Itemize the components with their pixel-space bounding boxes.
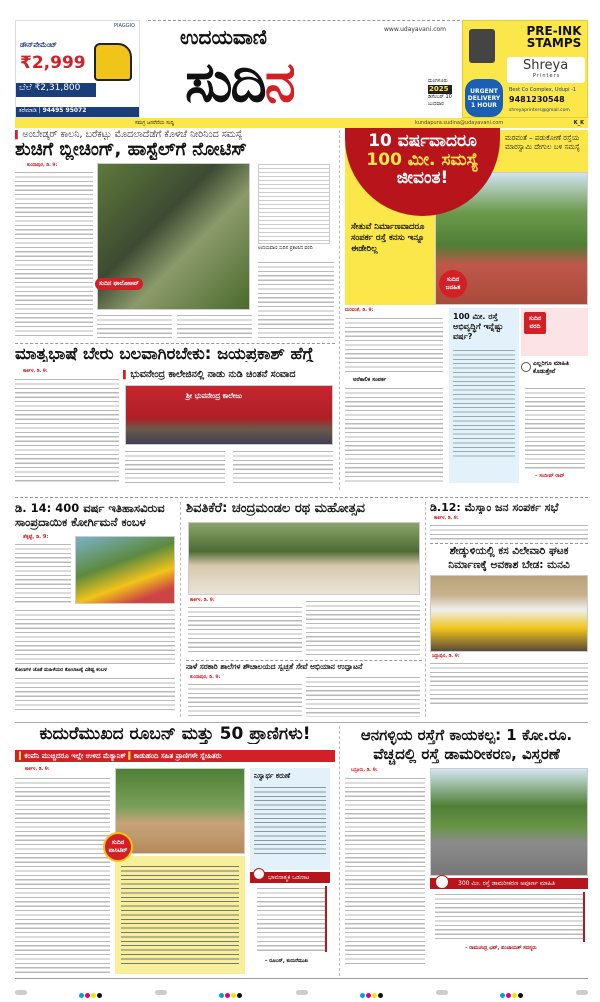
ad-phone-label: ಕರೆಮಾಡಿ [19, 107, 37, 114]
story1-badge: ಸುದಿನ ಫಾಲೋಅಪ್ [95, 278, 143, 290]
ad-email: shreyaprinters@gmail.com [509, 108, 570, 113]
story-right-yellow-top: ಮರವಂತೆ – ಪಡುಕೋಣೆ ರಸ್ತೆಯ ಮಾರಸ್ವಾಮಿ ದೇಗುಲ ಬಳಿ ಸಮಸ್ಯೆ [505, 134, 580, 152]
blue-box-title: 100 ಮೀ. ರಸ್ತೆ ಅಭಿವೃದ್ಧಿಗೆ ಇನ್ನೆಷ್ಟು ವರ್ಷ? [453, 312, 504, 341]
quote-icon [521, 362, 531, 372]
story1-body-col4 [258, 260, 334, 338]
story3-body-col2 [15, 608, 175, 664]
brand-small: ಉದಯವಾಣಿ [180, 25, 267, 49]
story-right-badge: ಸುದಿನ ಜನಹಿತ [439, 270, 467, 298]
story-right-yellow-left: ಸೇತುವೆ ನಿರ್ಮಾಣವಾದರೂ ಸಂಪರ್ಕ ರಸ್ತೆ ಕನಸು ಇನ್ನೂ ಈಡೇರಿಲ್ಲ [351, 222, 425, 255]
story2-headline: ಮಾತೃಭಾಷೆ ಬೇರು ಬಲವಾಗಿರಬೇಕು: ಜಯಪ್ರಕಾಶ್ ಹೆಗ್ಡೆ [15, 345, 315, 363]
story8-quote-body [257, 886, 327, 952]
stamp-image [469, 29, 495, 63]
story-right-quote-title: ಎಲ್ಲರಿಗೂ ಮಾಹಿತಿ ಕೊಡುತ್ತೇವೆ [533, 360, 569, 375]
ad-left-piaggio[interactable]: PIAGGIO ಡೌನ್‌ಪೇಮೆಂಟ್ ₹2,999 ಬೆಲೆ ₹2,31,800 ಕರೆಮಾಡಿ | 94495 95072 [15, 20, 140, 118]
ad-brand: PIAGGIO [114, 23, 135, 29]
story7-dateline: ಸಿದ್ದಾಪುರ, ಡಿ. 9: [432, 654, 460, 660]
story5-body-col2 [306, 675, 420, 717]
tagline: ಸಮಗ್ರ ಜನರೆದೆಯ ಸುದ್ದಿ [135, 120, 175, 126]
story1-body-col3 [177, 313, 252, 338]
story9-photo [430, 768, 588, 876]
brand-logo-red: ನ [264, 52, 294, 114]
brand-logo-black: ಸುದಿ [185, 52, 265, 114]
story4-dateline: ಕಾರ್ಕಳ, ಡಿ. 9: [190, 598, 215, 603]
story-right-blue-box [449, 308, 519, 483]
auto-rickshaw-image [94, 43, 132, 81]
story8-dateline: ಕಾರ್ಕಳ, ಡಿ. 9: [25, 767, 50, 772]
story4-headline: ಶಿವತಿಕೆರೆ: ಚಂದ್ರಮಂಡಲ ರಥ ಮಹೋತ್ಸವ [186, 502, 366, 516]
ad-price-label: ಬೆಲೆ [19, 83, 32, 93]
weekday: ಬುಧವಾರ [428, 100, 444, 107]
ad-downpayment: ₹2,999 [20, 53, 86, 73]
story1-clip-caption: ಉದಯವಾಣಿ ಸುದಿನ ಪ್ರಕಟಿಸಿದ ವರದಿ [258, 246, 313, 251]
story8-photo [115, 768, 245, 854]
story5-headline: ನಾಳೆ ಸರಕಾರಿ ಶಾಲೆಗಳ ಶೌಚಾಲಯದ ಸ್ವಚ್ಛತೆ ಸೇವೆ ಅಭಿಯಾನ ಉದ್ಘಾಟನೆ [186, 663, 363, 671]
story-right-pink-box [521, 308, 588, 356]
story-right-body2 [345, 386, 443, 482]
story8-kicker1: ಕಂಪೆನಿ ಮುಚ್ಚಿದರೂ ಇಲ್ಲೇ ಉಳಿದ ಮೆಕ್ಯಾನಿಕ್ [24, 752, 126, 760]
ad-title: PRE-INK STAMPS [526, 24, 582, 50]
edition-label: ಮಂಗಳೂರು [428, 78, 448, 84]
story4-body-col1 [188, 605, 302, 655]
story8-blue-box [250, 768, 330, 870]
story3-dateline: ತೆಕ್ಕಟ್ಟೆ, ಡಿ. 9: [23, 533, 49, 540]
story5-body-col1 [188, 682, 302, 717]
story5-dateline: ಕುಂದಾಪುರ, ಡಿ. 9: [190, 675, 221, 680]
masthead-strip [15, 118, 588, 128]
story5 [186, 663, 422, 718]
story8 [15, 726, 335, 976]
story6-body [430, 523, 588, 541]
story1-kicker: ▍ಅಂಬೇಡ್ಕರ್ ಕಾಲನಿ, ಬರೆಕಟ್ಟು ಮೊದಲಾದೆಡೆಗೆ ಕೊಳಚೆ ನೀರಿನಿಂದ ಸಮಸ್ಯೆ [15, 130, 243, 140]
story2-body-col2 [125, 449, 225, 483]
date-block [428, 78, 452, 108]
urgent-delivery-badge: URGENT DELIVERY 1 HOUR [465, 79, 503, 117]
story-right-circle-headline: 10 ವರ್ಷವಾದರೂ 100 ಮೀ. ಸಮಸ್ಯೆ ಜೀವಂತ! [345, 124, 500, 216]
date: ಡಿಸೆಂಬರ್ 10 [428, 94, 452, 101]
story4 [186, 502, 422, 658]
story4-photo [188, 522, 420, 595]
story2 [15, 345, 335, 485]
story2-subhead: ▍ಭುವನೇಂದ್ರ ಕಾಲೇಜಿನಲ್ಲಿ ನಾಡು ನುಡಿ ಚಿಂತನೆ ಸಂವಾದ [123, 370, 296, 380]
story-right-dateline: ಮರವಂತೆ, ಡಿ. 9: [345, 308, 374, 313]
story9-quote-author: – ರಾಮಚಂದ್ರ ಭಟ್, ಪಂಚಾಯತ್ ಸದಸ್ಯರು [465, 944, 537, 951]
story8-box-title: ನಿಸ್ವಾರ್ಥ ಕರುಣೆ [254, 772, 291, 780]
story7-headline: ಶೇಡ್ಕುಳಿಯಲ್ಲಿ ಕಸ ವಿಲೇವಾರಿ ಘಟಕ ನಿರ್ಮಾಣಕ್ಕೆ ಅವಕಾಶ ಬೇಡ: ಮನವಿ [448, 545, 570, 571]
story3-sub: ಕೋಣಗಳ ಜೊತೆ ಮಹಿಳೆಯರ ಕೋಲಾಟಕ್ಕೆ ವಿಶಿಷ್ಟ ಕಂಬಳ [15, 667, 175, 673]
story3-body-col3 [15, 676, 175, 710]
story1-body-col1 [15, 170, 93, 338]
website[interactable]: www.udayavani.com [384, 26, 447, 33]
edition-code: K_K [573, 120, 584, 126]
story3 [15, 502, 177, 717]
ad-brand-sub: Printers [533, 73, 561, 79]
story6 [430, 502, 588, 542]
college-banner: ಶ್ರೀ ಭುವನೇಂದ್ರ ಕಾಲೇಜು [186, 392, 243, 400]
story4-body-col2 [306, 599, 420, 655]
story9-body [345, 776, 425, 966]
story6-dateline: ಕಾರ್ಕಳ, ಡಿ. 9: [434, 516, 459, 521]
story1 [15, 130, 335, 340]
story1-body-col2 [97, 313, 172, 338]
story2-dateline: ಕಾರ್ಕಳ, ಡಿ. 9: [23, 369, 48, 374]
story9 [345, 726, 588, 976]
ad-phone: 9481230548 [509, 95, 565, 104]
story2-body-col1 [15, 377, 119, 483]
ad-brand-logo: Shreya [523, 58, 569, 73]
brand-logo [185, 52, 294, 114]
story8-quote-header: ಭಾವನಾತ್ಮಕ ಒಡನಾಟ [250, 872, 330, 883]
story-right-subhead: ಅರೆಕಾಲಿಕ ಸಂಪರ್ಕ [353, 377, 387, 383]
edition-email[interactable]: kundapura.sudina@udayavani.com [415, 120, 504, 126]
story7-body [430, 661, 588, 705]
story9-dateline: ಬಸ್ರೂರು, ಡಿ. 9: [351, 767, 378, 773]
story8-yellow-box [115, 856, 245, 974]
story2-body-col3 [233, 449, 333, 483]
story8-kicker-bar: ▍ಕಂಪೆನಿ ಮುಚ್ಚಿದರೂ ಇಲ್ಲೇ ಉಳಿದ ಮೆಕ್ಯಾನಿಕ್ ▍ಕಾಡುಹಂದಿ ಸಹಿತ ಪ್ರಾಣಿಗಳೇ ಸ್ನೇಹಿತರು [15, 750, 335, 762]
story1-dateline: ಕುಂದಾಪುರ, ಡಿ. 9: [27, 163, 58, 168]
ad-phone: 94495 95072 [42, 107, 87, 114]
story-right-quote-author: – ಸಂದೀಪ್ ರಾವ್ [535, 473, 565, 479]
story9-headline: ಆನಗಳ್ಳಿಯ ರಸ್ತೆಗೆ ಕಾಯಕಲ್ಪ: 1 ಕೋ.ರೂ. ವೆಚ್ಚದಲ್ಲಿ ರಸ್ತೆ ಡಾಮರೀಕರಣ, ವಿಸ್ತರಣೆ [360, 726, 573, 763]
ad-right-shreya[interactable] [462, 20, 588, 118]
ad-price: ₹2,31,800 [34, 83, 81, 93]
story1-headline: ಶುಚಿಗೆ ಬ್ಲೀಚಿಂಗ್, ಹಾಸ್ಟೆಲ್‌ಗೆ ನೋಟಿಸ್ [15, 140, 247, 160]
story9-quote-header: 300 ಮೀ. ರಸ್ತೆ ಡಾಮರೀಕರಣ ಅಪೂರ್ಣ ಮಾಹಿತಿ [430, 878, 588, 889]
story8-badge: ಸುದಿನ ಪಾಸಿಟಿವ್ [103, 832, 133, 862]
story-right-quote-body [525, 386, 585, 470]
story3-photo [75, 536, 175, 604]
story7 [430, 545, 588, 719]
story1-clipping [258, 164, 330, 244]
story8-headline: ಕುದುರೆಮುಖದ ರೂಬನ್ ಮತ್ತು 50 ಪ್ರಾಣಿಗಳು! [39, 726, 311, 744]
quote-icon [253, 868, 265, 880]
sudina-varadi-badge: ಸುದಿನ ವರದಿ [524, 312, 546, 334]
story8-quote-author: – ರೂಬನ್, ಕುದುರೆಮುಖ [265, 958, 308, 964]
quote-icon [435, 875, 449, 889]
story-right [345, 130, 588, 485]
story8-kicker2: ಕಾಡುಹಂದಿ ಸಹಿತ ಪ್ರಾಣಿಗಳೇ ಸ್ನೇಹಿತರು [133, 752, 222, 760]
ad-downpayment-label: ಡೌನ್‌ಪೇಮೆಂಟ್ [20, 41, 57, 49]
story3-headline: ಡಿ. 14: 400 ವರ್ಷ ಇತಿಹಾಸವಿರುವ ಸಾಂಪ್ರದಾಯಿಕ ಕೋರ್ಗಿಮನೆ ಕಂಬಳ [15, 502, 165, 529]
year: 2025 [428, 85, 452, 94]
story3-body-col1 [15, 542, 71, 604]
story-right-body [345, 316, 443, 374]
story2-photo [125, 385, 333, 445]
story8-body-col1 [15, 776, 110, 974]
story9-quote-body [435, 892, 585, 942]
ad-address: Best Co Complex, Udupi -1 [509, 87, 577, 93]
story6-headline: ಡಿ.12: ಮೆಸ್ಕಾಂ ಜನ ಸಂಪರ್ಕ ಸಭೆ [430, 502, 559, 514]
story7-photo [430, 575, 588, 652]
